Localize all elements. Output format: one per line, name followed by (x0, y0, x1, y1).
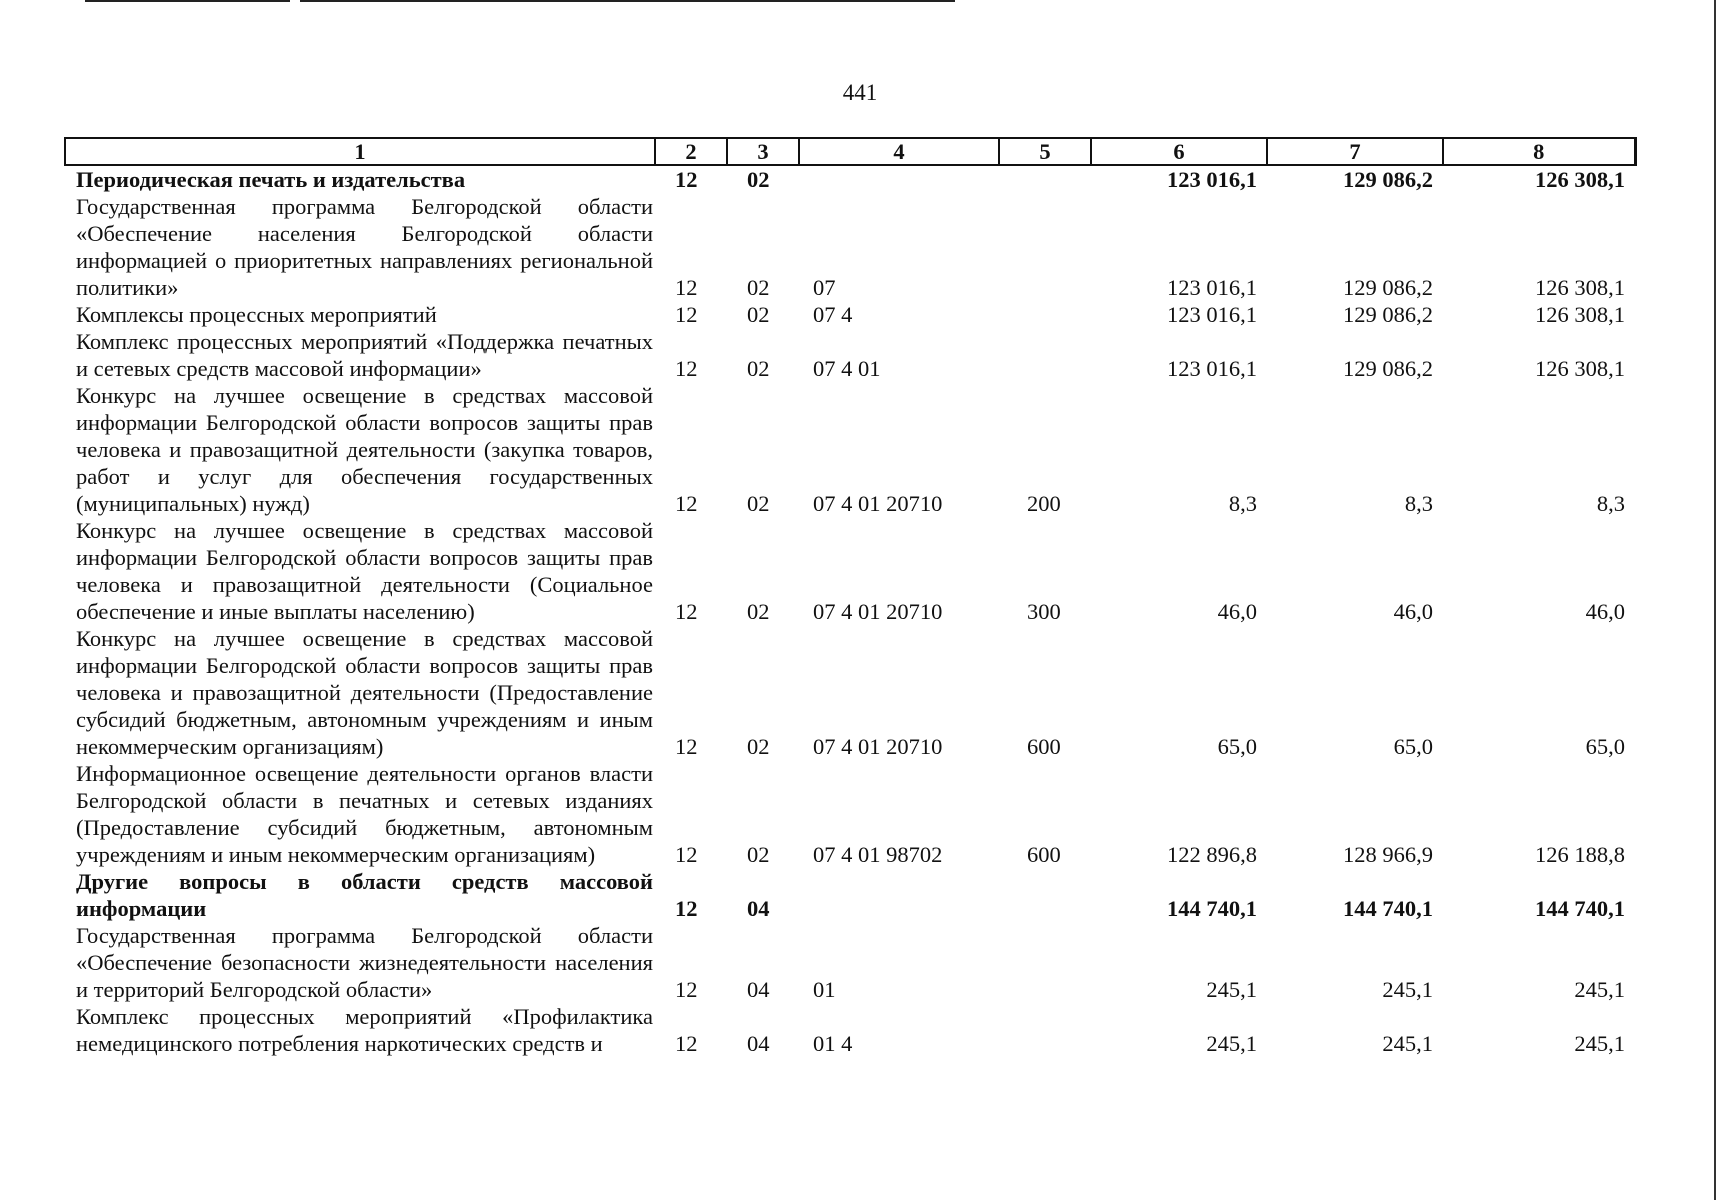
table-row (65, 760, 1635, 868)
row-expense-type-code: 600 (1027, 842, 1061, 867)
row-target-article-code: 07 (813, 275, 836, 300)
row-section-code: 12 (675, 977, 698, 1002)
row-subsection-code: 02 (747, 491, 770, 516)
row-subsection-code: 02 (747, 302, 770, 327)
table-row (65, 868, 1635, 922)
budget-table-container (64, 137, 1634, 1057)
row-amount-col-7: 245,1 (1382, 1031, 1433, 1056)
row-section-code: 12 (675, 734, 698, 759)
header-col-8: 8 (1443, 138, 1635, 165)
row-amount-col-6: 65,0 (1217, 734, 1257, 759)
row-section-code: 12 (675, 167, 698, 192)
header-col-4: 4 (799, 138, 999, 165)
row-description: Конкурс на лучшее освещение в средствах массовой информации Белгородской области вопросов защиты прав человека и правозащитной деятельности (закупка товаров, работ и услуг для обеспечения государственных (муниципальных) нужд) (76, 383, 653, 516)
row-amount-col-8: 126 308,1 (1535, 302, 1625, 327)
row-amount-col-7: 128 966,9 (1343, 842, 1433, 867)
row-target-article-code: 07 4 01 20710 (813, 734, 943, 759)
row-subsection-code: 04 (747, 896, 770, 921)
row-subsection-code: 02 (747, 842, 770, 867)
row-description: Другие вопросы в области средств массовой информации (76, 869, 653, 921)
row-description: Информационное освещение деятельности органов власти Белгородской области в печатных и сетевых изданиях (Предоставление субсидий бюджетным, автономным учреждениям и иным некоммерческим организациям) (76, 761, 653, 867)
row-target-article-code: 01 4 (813, 1031, 853, 1056)
row-description: Комплексы процессных мероприятий (76, 302, 437, 327)
table-row (65, 301, 1635, 328)
table-row (65, 328, 1635, 382)
row-section-code: 12 (675, 599, 698, 624)
table-body (65, 165, 1635, 1057)
row-amount-col-8: 126 308,1 (1535, 167, 1625, 192)
row-amount-col-6: 123 016,1 (1167, 167, 1257, 192)
row-expense-type-code (999, 301, 1091, 328)
row-subsection-code: 04 (747, 1031, 770, 1056)
table-row (65, 165, 1635, 193)
row-subsection-code: 02 (747, 167, 770, 192)
row-amount-col-7: 8,3 (1404, 491, 1433, 516)
row-amount-col-7: 65,0 (1393, 734, 1433, 759)
scan-edge-right (1714, 0, 1716, 1200)
header-col-6: 6 (1091, 138, 1267, 165)
row-target-article-code: 07 4 01 20710 (813, 599, 943, 624)
table-row (65, 1003, 1635, 1057)
row-expense-type-code (999, 193, 1091, 301)
row-description: Конкурс на лучшее освещение в средствах массовой информации Белгородской области вопросов защиты прав человека и правозащитной деятельности (Предоставление субсидий бюджетным, автономным учреждениям и иным некоммерческим организациям) (76, 626, 653, 759)
row-amount-col-6: 122 896,8 (1167, 842, 1257, 867)
row-section-code: 12 (675, 275, 698, 300)
row-amount-col-8: 245,1 (1574, 1031, 1625, 1056)
row-amount-col-7: 129 086,2 (1343, 275, 1433, 300)
row-amount-col-7: 245,1 (1382, 977, 1433, 1002)
row-section-code: 12 (675, 302, 698, 327)
table-row (65, 625, 1635, 760)
row-expense-type-code: 200 (1027, 491, 1061, 516)
row-target-article-code: 07 4 01 (813, 356, 881, 381)
row-subsection-code: 02 (747, 356, 770, 381)
row-amount-col-7: 46,0 (1393, 599, 1433, 624)
row-amount-col-8: 144 740,1 (1535, 896, 1625, 921)
scan-edge-top (0, 0, 960, 6)
row-section-code: 12 (675, 491, 698, 516)
table-row (65, 382, 1635, 517)
row-target-article-code: 07 4 01 98702 (813, 842, 943, 867)
scan-line (85, 0, 290, 2)
row-description: Конкурс на лучшее освещение в средствах массовой информации Белгородской области вопросов защиты прав человека и правозащитной деятельности (Социальное обеспечение и иные выплаты населению) (76, 518, 653, 624)
table-row (65, 193, 1635, 301)
row-amount-col-7: 129 086,2 (1343, 302, 1433, 327)
row-description: Комплекс процессных мероприятий «Профилактика немедицинского потребления наркотических средств и (76, 1004, 653, 1056)
row-amount-col-8: 126 308,1 (1535, 275, 1625, 300)
row-amount-col-8: 126 308,1 (1535, 356, 1625, 381)
row-expense-type-code (999, 922, 1091, 1003)
header-col-7: 7 (1267, 138, 1443, 165)
row-amount-col-6: 123 016,1 (1167, 356, 1257, 381)
row-expense-type-code (999, 1003, 1091, 1057)
header-col-1: 1 (65, 138, 655, 165)
table-row (65, 922, 1635, 1003)
row-amount-col-6: 245,1 (1206, 977, 1257, 1002)
header-col-2: 2 (655, 138, 727, 165)
row-amount-col-7: 144 740,1 (1343, 896, 1433, 921)
row-section-code: 12 (675, 356, 698, 381)
row-description: Государственная программа Белгородской области «Обеспечение населения Белгородской области информацией о приоритетных направлениях региональной политики» (76, 194, 653, 300)
row-amount-col-8: 46,0 (1585, 599, 1625, 624)
row-description: Комплекс процессных мероприятий «Поддержка печатных и сетевых средств массовой информации» (76, 329, 653, 381)
row-section-code: 12 (675, 896, 698, 921)
header-row (65, 138, 1635, 165)
header-col-3: 3 (727, 138, 799, 165)
row-subsection-code: 02 (747, 599, 770, 624)
row-amount-col-8: 65,0 (1585, 734, 1625, 759)
row-subsection-code: 04 (747, 977, 770, 1002)
row-amount-col-6: 245,1 (1206, 1031, 1257, 1056)
row-subsection-code: 02 (747, 734, 770, 759)
row-amount-col-8: 245,1 (1574, 977, 1625, 1002)
row-section-code: 12 (675, 842, 698, 867)
row-amount-col-6: 8,3 (1228, 491, 1257, 516)
row-target-article-code: 07 4 (813, 302, 853, 327)
row-target-article-code: 07 4 01 20710 (813, 491, 943, 516)
row-amount-col-6: 123 016,1 (1167, 275, 1257, 300)
row-amount-col-6: 46,0 (1217, 599, 1257, 624)
row-amount-col-6: 123 016,1 (1167, 302, 1257, 327)
row-description: Периодическая печать и издательства (76, 167, 466, 192)
row-expense-type-code (999, 868, 1091, 922)
row-expense-type-code (999, 328, 1091, 382)
page-number: 441 (842, 80, 878, 105)
row-amount-col-8: 126 188,8 (1535, 842, 1625, 867)
row-subsection-code: 02 (747, 275, 770, 300)
row-expense-type-code (999, 165, 1091, 193)
row-target-article-code (799, 165, 999, 193)
row-expense-type-code: 600 (1027, 734, 1061, 759)
row-amount-col-7: 129 086,2 (1343, 167, 1433, 192)
row-expense-type-code: 300 (1027, 599, 1061, 624)
row-amount-col-7: 129 086,2 (1343, 356, 1433, 381)
row-amount-col-6: 144 740,1 (1167, 896, 1257, 921)
table-row (65, 517, 1635, 625)
row-description: Государственная программа Белгородской области «Обеспечение безопасности жизнедеятельности населения и территорий Белгородской области» (76, 923, 653, 1002)
header-col-5: 5 (999, 138, 1091, 165)
row-amount-col-8: 8,3 (1596, 491, 1625, 516)
row-target-article-code: 01 (813, 977, 836, 1002)
row-target-article-code (799, 868, 999, 922)
budget-table (64, 137, 1637, 1057)
row-section-code: 12 (675, 1031, 698, 1056)
scan-line (300, 0, 955, 2)
